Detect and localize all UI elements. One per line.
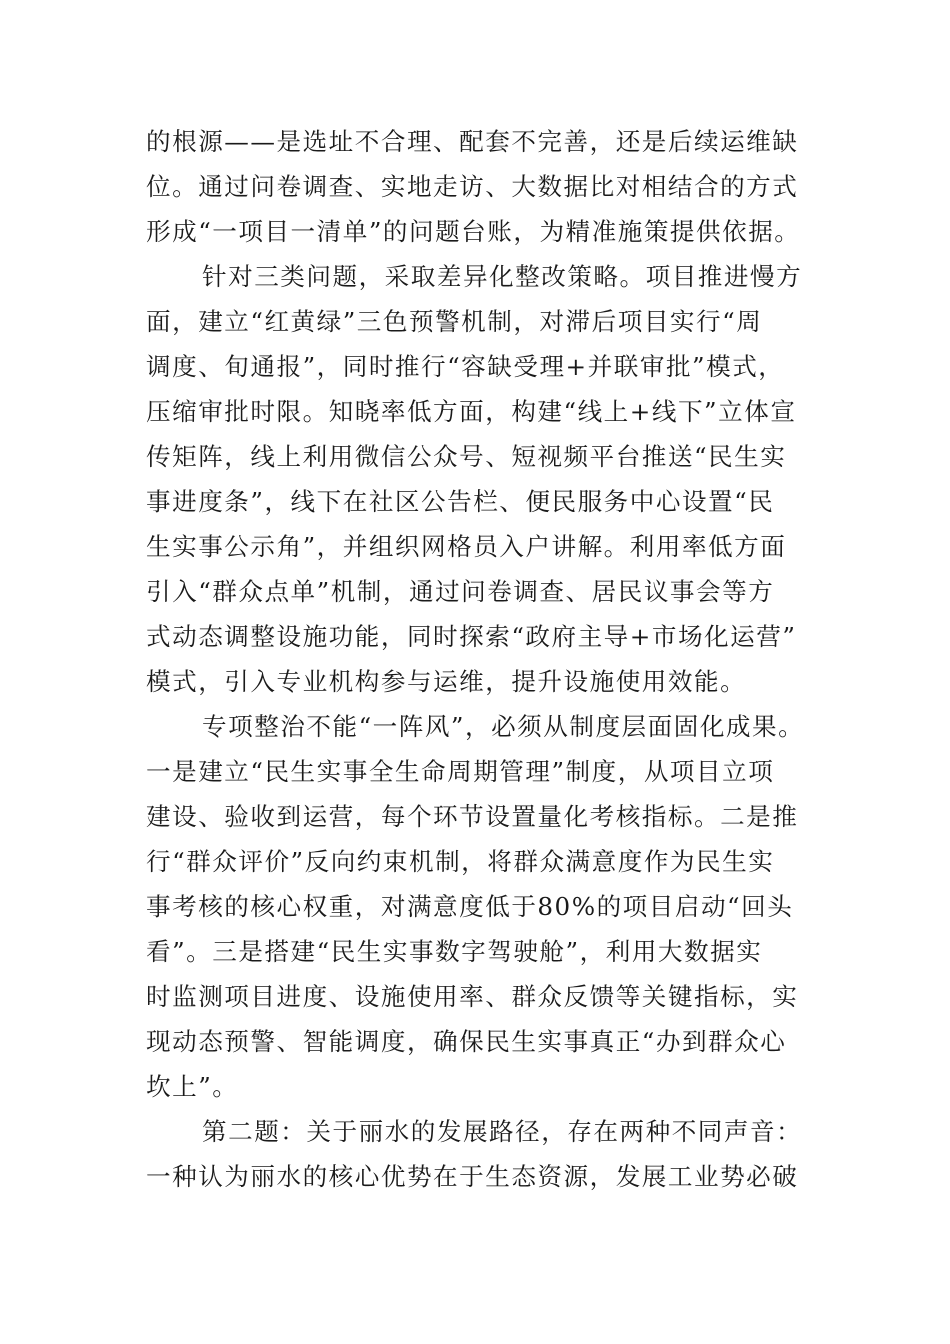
text-line: 事考核的核心权重，对满意度低于80%的项目启动“回头 (146, 892, 794, 921)
text-line: 第二题：关于丽水的发展路径，存在两种不同声音： (202, 1117, 803, 1146)
text-line: 模式，引入专业机构参与运维，提升设施使用效能。 (146, 667, 747, 696)
text-line: 一是建立“民生实事全生命周期管理”制度，从项目立项 (146, 757, 775, 786)
text-line: 式动态调整设施功能，同时探索“政府主导+市场化运营” (146, 622, 797, 651)
text-line: 调度、旬通报”，同时推行“容缺受理+并联审批”模式， (146, 352, 785, 381)
text-line: 看”。三是搭建“民生实事数字驾驶舱”，利用大数据实 (146, 937, 763, 966)
text-line: 坎上”。 (146, 1072, 239, 1101)
text-line: 面，建立“红黄绿”三色预警机制，对滞后项目实行“周 (146, 307, 763, 336)
text-line: 传矩阵，线上利用微信公众号、短视频平台推送“民生实 (146, 442, 787, 471)
text-line: 形成“一项目一清单”的问题台账，为精准施策提供依据。 (146, 217, 801, 246)
text-line: 建设、验收到运营，每个环节设置量化考核指标。二是推 (146, 802, 799, 831)
text-line: 压缩审批时限。知晓率低方面，构建“线上+线下”立体宣 (146, 397, 797, 426)
text-line: 针对三类问题，采取差异化整改策略。项目推进慢方 (202, 262, 803, 291)
text-line: 行“群众评价”反向约束机制，将群众满意度作为民生实 (146, 847, 775, 876)
text-line: 事进度条”，线下在社区公告栏、便民服务中心设置“民 (146, 487, 775, 516)
text-line: 专项整治不能“一阵风”，必须从制度层面固化成果。 (202, 712, 805, 741)
text-line: 一种认为丽水的核心优势在于生态资源，发展工业势必破 (146, 1162, 799, 1191)
text-line: 时监测项目进度、设施使用率、群众反馈等关键指标，实 (146, 982, 799, 1011)
body-text (146, 119, 836, 1199)
text-line: 生实事公示角”，并组织网格员入户讲解。利用率低方面 (146, 532, 787, 561)
text-line: 的根源——是选址不合理、配套不完善，还是后续运维缺 (146, 127, 799, 156)
text-line: 现动态预警、智能调度，确保民生实事真正“办到群众心 (146, 1027, 787, 1056)
text-line: 引入“群众点单”机制，通过问卷调查、居民议事会等方 (146, 577, 775, 606)
text-line: 位。通过问卷调查、实地走访、大数据比对相结合的方式 (146, 172, 799, 201)
